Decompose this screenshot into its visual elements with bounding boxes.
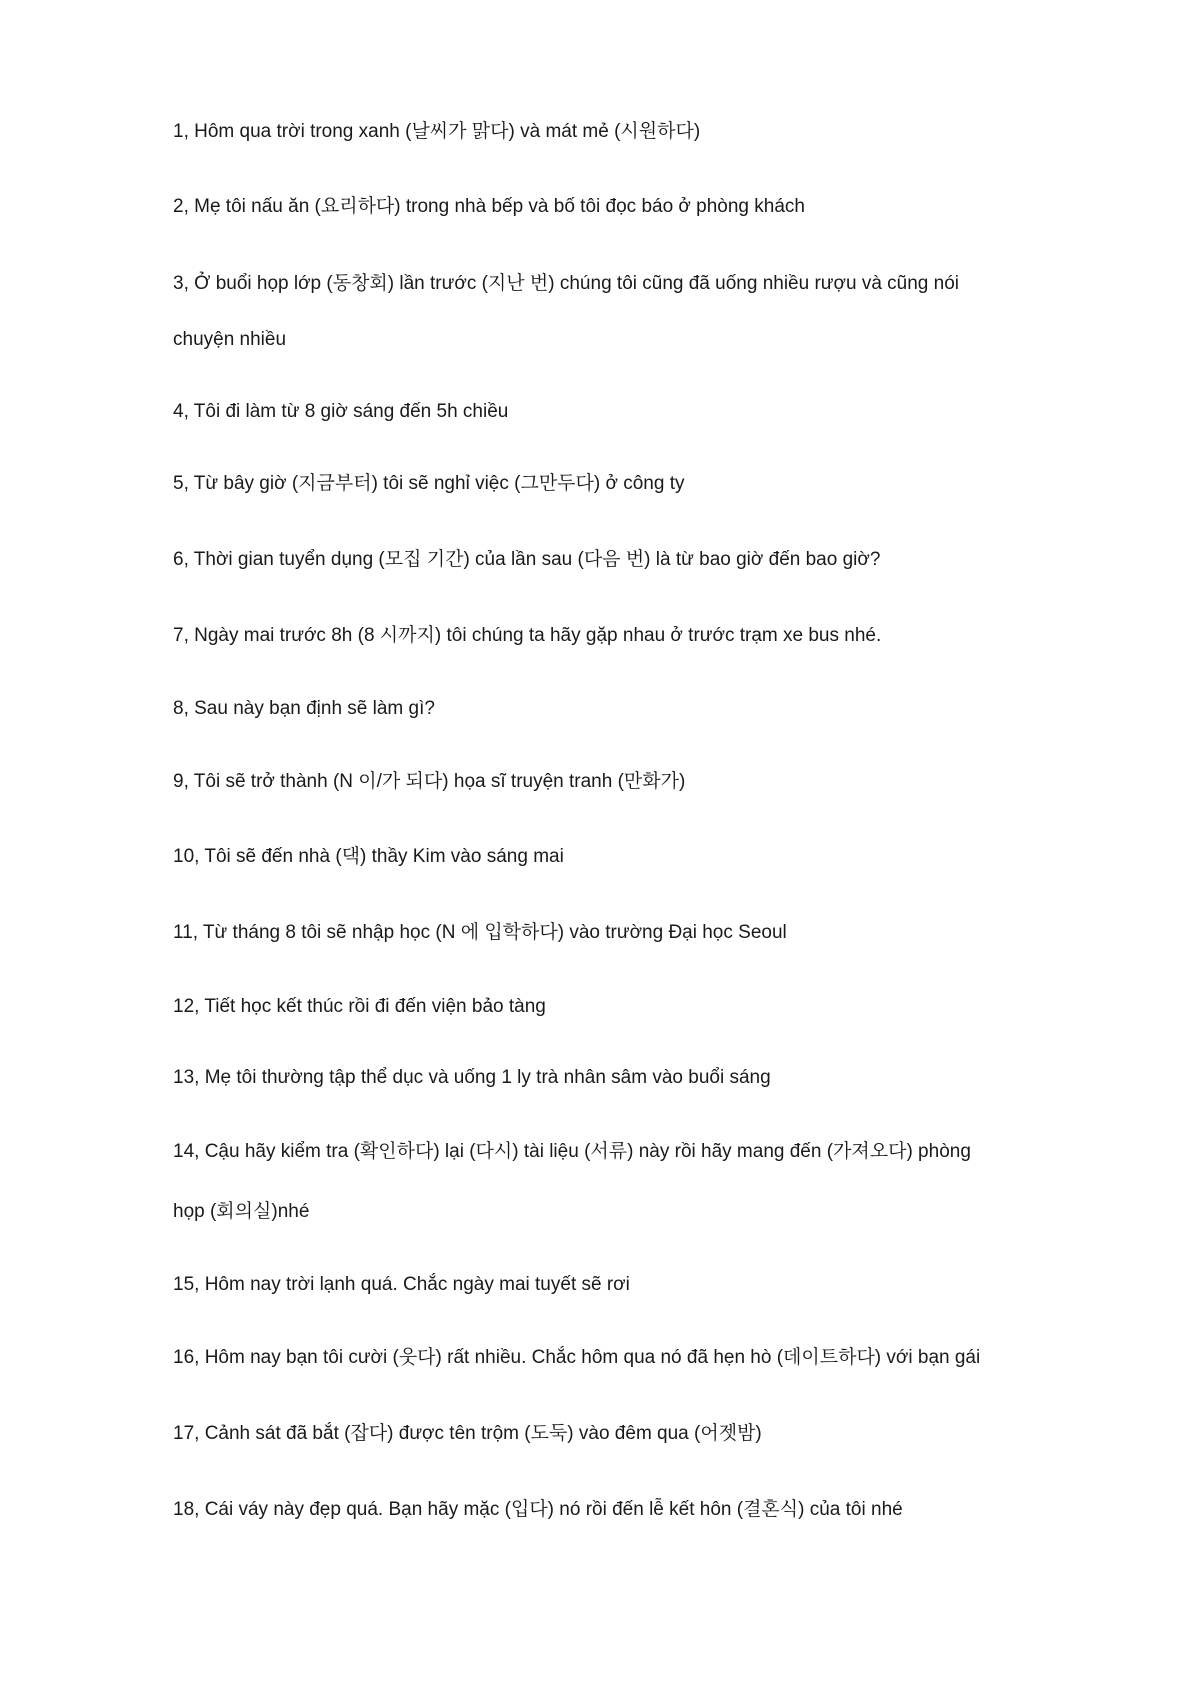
sentence-12: 12, Tiết học kết thúc rồi đi đến viện bảo tàng xyxy=(173,996,546,1017)
sentence-11: 11, Từ tháng 8 tôi sẽ nhập học (N 에 입학하다) vào trường Đại học Seoul xyxy=(173,922,787,943)
sentence-13: 13, Mẹ tôi thường tập thể dục và uống 1 ly trà nhân sâm vào buổi sáng xyxy=(173,1067,771,1088)
sentence-14: 14, Cậu hãy kiểm tra (확인하다) lại (다시) tài liệu (서류) này rồi hãy mang đến (가져오다) phòng xyxy=(173,1141,971,1162)
sentence-2: 2, Mẹ tôi nấu ăn (요리하다) trong nhà bếp và bố tôi đọc báo ở phòng khách xyxy=(173,196,805,217)
sentence-5: 5, Từ bây giờ (지금부터) tôi sẽ nghỉ việc (그만두다) ở công ty xyxy=(173,473,685,494)
sentence-7: 7, Ngày mai trước 8h (8 시까지) tôi chúng ta hãy gặp nhau ở trước trạm xe bus nhé. xyxy=(173,625,882,646)
sentence-14-continued: họp (회의실)nhé xyxy=(173,1201,310,1222)
sentence-6: 6, Thời gian tuyển dụng (모집 기간) của lần sau (다음 번) là từ bao giờ đến bao giờ? xyxy=(173,549,881,570)
sentence-15: 15, Hôm nay trời lạnh quá. Chắc ngày mai tuyết sẽ rơi xyxy=(173,1274,630,1295)
sentence-9: 9, Tôi sẽ trở thành (N 이/가 되다) họa sĩ truyện tranh (만화가) xyxy=(173,771,686,792)
sentence-1: 1, Hôm qua trời trong xanh (날씨가 맑다) và mát mẻ (시원하다) xyxy=(173,121,701,142)
sentence-18: 18, Cái váy này đẹp quá. Bạn hãy mặc (입다) nó rồi đến lễ kết hôn (결혼식) của tôi nhé xyxy=(173,1499,903,1520)
sentence-4: 4, Tôi đi làm từ 8 giờ sáng đến 5h chiều xyxy=(173,401,509,422)
sentence-3: 3, Ở buổi họp lớp (동창회) lần trước (지난 번) chúng tôi cũng đã uống nhiều rượu và cũng nói xyxy=(173,273,959,294)
sentence-10: 10, Tôi sẽ đến nhà (댁) thầy Kim vào sáng mai xyxy=(173,846,564,867)
sentence-17: 17, Cảnh sát đã bắt (잡다) được tên trộm (도둑) vào đêm qua (어젯밤) xyxy=(173,1423,762,1444)
sentence-16: 16, Hôm nay bạn tôi cười (웃다) rất nhiều. Chắc hôm qua nó đã hẹn hò (데이트하다) với bạn gái xyxy=(173,1347,981,1368)
sentence-3-continued: chuyện nhiều xyxy=(173,329,287,350)
sentence-8: 8, Sau này bạn định sẽ làm gì? xyxy=(173,698,435,719)
